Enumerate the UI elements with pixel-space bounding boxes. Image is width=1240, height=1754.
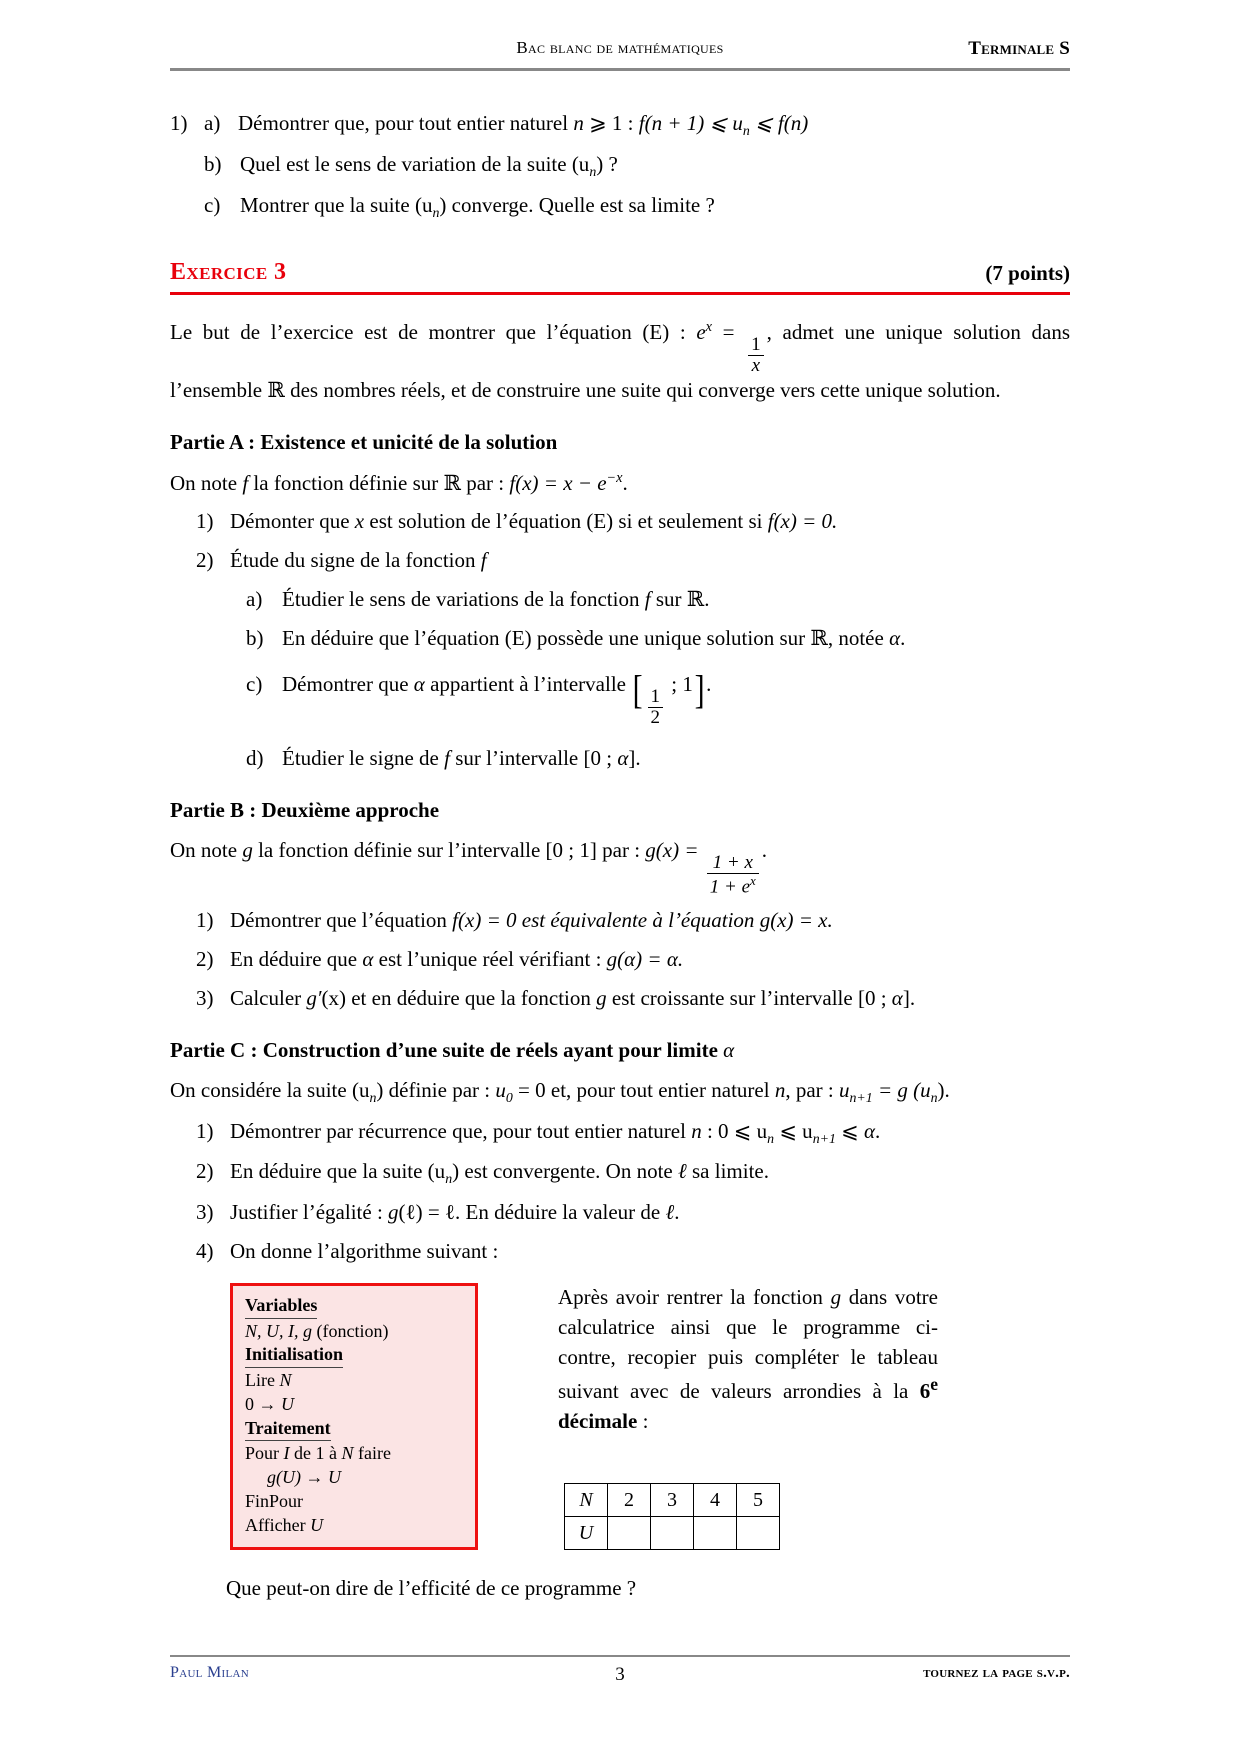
partie-a-intro: [170, 468, 1070, 499]
list-item: [196, 906, 1070, 936]
math-alpha: α: [362, 947, 374, 972]
text-fragment: ) définie par :: [376, 1077, 496, 1102]
math-subscript: 0: [505, 1089, 513, 1105]
algo-line-endfor: FinPour: [245, 1490, 304, 1511]
text-fragment: .: [761, 837, 768, 862]
text-fragment: ].: [902, 986, 916, 1011]
text-fragment: ].: [628, 746, 641, 771]
partie-c-intro: [170, 1076, 1070, 1108]
footer-divider: [170, 1655, 1070, 1657]
item-marker: 1): [196, 509, 214, 534]
math-fraction: [748, 335, 764, 376]
text-fragment: ) converge. Quelle est sa limite ?: [439, 192, 715, 217]
item-text: [282, 585, 1070, 615]
math-alpha: α: [864, 1118, 876, 1143]
item-marker: b): [246, 625, 264, 650]
footer-note: tournez la page s.v.p.: [923, 1665, 1070, 1681]
math-exponent: −x: [606, 469, 623, 486]
item-marker: 4): [196, 1239, 214, 1264]
math-g: g: [830, 1284, 842, 1309]
list-item: [196, 1117, 1070, 1149]
text-fragment: l’ensemble: [170, 378, 268, 402]
text-fragment: dans votre calculatrice ainsi que le programme ci-contre, recopier puis compléter le tableau suivant avec de valeurs arrondies à la: [558, 1284, 938, 1404]
text-fragment: Quel est le sens de variation de la suite (u: [240, 151, 590, 176]
math-exponent: x: [705, 318, 712, 335]
algo-var-n: N: [279, 1370, 292, 1391]
text-fragment: ⩾ 1 :: [583, 111, 639, 135]
table-cell-u-1[interactable]: [651, 1517, 694, 1550]
text-fragment: Étudier le sens de variations de la fonction: [282, 587, 645, 612]
math-subscript: n: [369, 1089, 377, 1105]
fraction-denominator: [707, 873, 759, 897]
algo-var-n: N: [341, 1443, 354, 1464]
list-item: [196, 507, 1070, 537]
text-fragment: décimale: [558, 1409, 638, 1434]
item-text: [230, 1117, 1070, 1149]
exercise-title: Exercice 3: [170, 258, 287, 285]
text-fragment: est croissante sur l’intervalle [0 ;: [606, 986, 892, 1011]
math-alpha: α: [723, 1037, 735, 1062]
exercise-divider: [170, 292, 1070, 295]
text-fragment: .: [674, 1200, 680, 1225]
math-alpha: α: [891, 986, 903, 1011]
algo-label: Initialisation: [245, 1343, 343, 1368]
item-marker: 3): [196, 1200, 214, 1225]
math-blackboard-R: ℝ: [686, 587, 705, 612]
table-cell-n-2: 4: [694, 1484, 737, 1517]
math-u: u: [495, 1077, 506, 1102]
math-blackboard-R: ℝ: [810, 625, 828, 650]
values-table-wrapper: [564, 1483, 938, 1550]
list-item: [246, 744, 1070, 774]
text-fragment: = 0 et, pour tout entier naturel: [512, 1077, 775, 1102]
item-marker: 2): [196, 1159, 214, 1184]
text-fragment: Démontrer que l’équation: [230, 908, 453, 933]
algo-keyword-traitement: [245, 1417, 463, 1443]
item-text: [282, 744, 1070, 774]
list-item: [196, 546, 1070, 576]
algo-var-u: U: [281, 1393, 294, 1414]
table-row-label-n: N: [565, 1484, 608, 1517]
text-fragment: En déduire que: [230, 947, 363, 972]
text-fragment: faire: [353, 1443, 391, 1464]
text-fragment: ) est convergente. On note: [452, 1159, 678, 1184]
list-item: [204, 191, 1070, 223]
exercise-points: (7 points): [985, 260, 1070, 285]
item-marker: 2): [196, 947, 214, 972]
math-ell: ℓ: [678, 1159, 687, 1184]
math-subscript: n: [589, 164, 597, 180]
item-marker: 2): [196, 548, 214, 573]
text-fragment: ) ?: [596, 151, 618, 176]
header-divider: [170, 68, 1070, 71]
fraction-numerator: 1: [751, 334, 761, 356]
text-fragment: Étudier le signe de: [282, 746, 445, 771]
fraction-numerator: 1: [650, 686, 661, 708]
math-subscript: n: [930, 1089, 938, 1105]
text-fragment: des nombres réels, et de construire une suite qui converge vers cette unique solution.: [284, 378, 1001, 402]
text-fragment: Démontrer par récurrence que, pour tout entier naturel: [230, 1118, 692, 1143]
text-fragment: On considére la suite (u: [170, 1077, 370, 1102]
math-formula: (x) = 0 est équivalente à l’équation: [458, 908, 760, 933]
math-formula: f(n + 1) ⩽ u: [638, 111, 743, 135]
item-text: [230, 546, 1070, 576]
text-fragment: :: [637, 1409, 649, 1434]
text-fragment: Montrer que la suite (u: [240, 192, 433, 217]
algorithm-description-text: [558, 1283, 938, 1437]
exercise-heading: [170, 255, 1070, 295]
math-alpha: α: [889, 625, 901, 650]
text-fragment: .: [875, 1118, 881, 1143]
list-item: [196, 1157, 1070, 1189]
math-g: g: [759, 908, 771, 933]
algo-label: Variables: [245, 1294, 317, 1319]
text-fragment: ; 1: [666, 671, 693, 696]
text-fragment: sur: [650, 587, 687, 612]
math-f: f: [242, 470, 249, 495]
item-text: [230, 507, 1070, 537]
algo-line-lire: [245, 1369, 463, 1393]
text-fragment: =: [711, 319, 746, 344]
item-text: [240, 150, 1070, 182]
text-fragment: En déduire que la suite (u: [230, 1159, 446, 1184]
math-blackboard-R: ℝ: [267, 378, 285, 402]
text-fragment: Le but de l’exercice est de montrer que l’équation (E) :: [170, 319, 697, 344]
table-cell-n-3: 5: [737, 1484, 780, 1517]
item-marker: a): [246, 587, 263, 612]
math-subscript: n: [432, 204, 440, 220]
math-formula: = g (u: [872, 1077, 931, 1102]
item-text: [230, 1198, 1070, 1228]
item-sub-marker: a): [204, 111, 221, 135]
algorithm-box: [230, 1283, 478, 1551]
math-u: u: [838, 1077, 850, 1102]
algo-line-assign-zero: [245, 1393, 463, 1417]
text-fragment: 6: [919, 1379, 931, 1404]
math-g-prime: g′: [306, 986, 322, 1011]
fraction-numerator: 1 + x: [712, 852, 753, 874]
math-g: g: [596, 986, 607, 1011]
text-fragment: Lire: [245, 1370, 280, 1391]
table-cell-u-2[interactable]: [694, 1517, 737, 1550]
text-fragment: , admet une unique solution dans: [766, 319, 1071, 344]
item-text: [230, 906, 1070, 936]
math-f: f: [767, 509, 774, 534]
text-fragment: la fonction définie sur: [248, 470, 444, 495]
text-fragment: ).: [937, 1077, 950, 1102]
page-header: [170, 38, 1070, 60]
text-fragment: , par :: [785, 1077, 839, 1102]
partie-a-heading: Partie A : Existence et unicité de la solution: [170, 429, 558, 454]
math-subscript: n+1: [849, 1089, 873, 1105]
math-n: n: [691, 1118, 702, 1143]
math-blackboard-R: ℝ: [443, 470, 461, 495]
algo-var-i: I: [283, 1443, 290, 1464]
list-item: [170, 109, 1070, 141]
text-fragment: Démontrer que: [282, 671, 414, 696]
closing-question: Que peut-on dire de l’efficité de ce programme ?: [226, 1576, 637, 1601]
header-center-title: Bac blanc de mathématiques: [516, 38, 724, 57]
text-fragment: appartient à l’intervalle: [424, 671, 632, 696]
math-formula: (x) = x − e: [515, 470, 607, 495]
item-text: [238, 109, 1070, 141]
math-alpha: α: [617, 746, 629, 771]
text-fragment: est l’unique réel vérifiant :: [373, 947, 607, 972]
math-g: g: [606, 947, 618, 972]
math-f: f: [644, 587, 651, 612]
math-formula: (x) = x.: [770, 908, 833, 933]
text-fragment: , notée: [827, 625, 890, 650]
text-fragment: (ℓ) = ℓ. En déduire la valeur de: [398, 1200, 666, 1225]
algo-vars: N, U, I, g: [245, 1320, 312, 1341]
text-fragment: est solution de l’équation (E) si et seulement si: [364, 509, 768, 534]
math-subscript: n: [445, 1171, 453, 1187]
math-f: f: [480, 548, 487, 573]
math-fraction: [648, 687, 664, 728]
list-item: [196, 984, 1070, 1014]
text-fragment: sur l’intervalle [0 ;: [449, 746, 618, 771]
math-e: e: [696, 319, 706, 344]
math-exponent: x: [750, 873, 756, 889]
item-marker: 1): [196, 908, 214, 933]
document-content: [170, 100, 1070, 1604]
text-fragment: .: [704, 587, 710, 612]
text-fragment: ⩽ u: [774, 1118, 813, 1143]
list-item: [196, 945, 1070, 975]
ordinal-suffix: e: [930, 1374, 938, 1395]
table-row: [565, 1484, 780, 1517]
math-gx: g(x) =: [645, 837, 704, 862]
algo-line-for: [245, 1442, 463, 1466]
math-fraction: [707, 853, 759, 897]
partie-b-heading: Partie B : Deuxième approche: [170, 797, 440, 822]
math-n: n: [774, 1077, 786, 1102]
text-fragment: 0 →: [245, 1393, 281, 1414]
item-text: [240, 191, 1070, 223]
algo-keyword-variables: [245, 1294, 463, 1320]
item-marker: d): [246, 746, 264, 771]
algo-var-u: U: [328, 1467, 341, 1488]
item-text: [282, 624, 1070, 654]
text-fragment: Calculer: [230, 986, 307, 1011]
partie-b-intro: [170, 836, 1070, 898]
text-fragment: : 0 ⩽ u: [701, 1118, 768, 1143]
text-fragment: .: [622, 470, 628, 495]
math-f: f: [452, 908, 459, 933]
math-g: g: [242, 837, 253, 862]
math-alpha: α: [413, 671, 425, 696]
item-marker: 1): [170, 111, 188, 135]
item-text: [230, 945, 1070, 975]
text-fragment: ⩽: [835, 1118, 865, 1143]
table-cell-n-1: 3: [651, 1484, 694, 1517]
item-marker: b): [204, 151, 222, 176]
item-marker: c): [246, 671, 263, 696]
exercise-intro: [170, 317, 1070, 406]
algo-line-assign-g: [245, 1466, 463, 1490]
header-right-title: Terminale S: [968, 38, 1070, 59]
table-row-label-u: U: [565, 1517, 608, 1550]
math-f: f: [509, 470, 516, 495]
page-footer: [170, 1664, 1070, 1685]
math-formula-end: ⩽ f(n): [749, 111, 809, 135]
text-fragment: par :: [460, 470, 510, 495]
partie-c-heading-text: Partie C : Construction d’une suite de réels ayant pour limite: [170, 1037, 724, 1062]
list-item: [246, 585, 1070, 615]
algo-line-display: [245, 1514, 463, 1538]
text-fragment: Après avoir rentrer la fonction: [558, 1284, 831, 1309]
math-subscript: n: [767, 1130, 775, 1146]
math-g: g: [388, 1200, 399, 1225]
text-fragment: On note: [170, 470, 243, 495]
math-subscript: n: [742, 123, 750, 139]
fraction-denominator: 2: [648, 707, 664, 728]
math-formula: (x) et en déduire que la fonction: [321, 986, 597, 1011]
text-fragment: Afficher: [245, 1514, 311, 1535]
math-formula: (x) = 0.: [773, 509, 838, 534]
text-fragment: (fonction): [312, 1320, 389, 1341]
item-marker: 1): [196, 1118, 214, 1143]
algo-line-variables: [245, 1320, 463, 1344]
math-f: f: [444, 746, 450, 771]
math-x: x: [354, 509, 365, 534]
table-cell-u-0[interactable]: [608, 1517, 651, 1550]
text-fragment: de 1 à: [289, 1443, 342, 1464]
item-text: On donne l’algorithme suivant :: [230, 1239, 499, 1264]
partie-c-heading: [170, 1036, 1070, 1066]
table-cell-n-0: 2: [608, 1484, 651, 1517]
list-item: [204, 150, 1070, 182]
list-item: [246, 624, 1070, 654]
math-formula: (α) = α.: [617, 947, 684, 972]
values-table: [564, 1483, 780, 1550]
algorithm-section: [230, 1283, 1070, 1551]
footer-page-number: 3: [615, 1664, 625, 1685]
item-text: [230, 1157, 1070, 1189]
math-var-n: n: [573, 111, 584, 135]
text-fragment: Étude du signe de la fonction: [230, 548, 481, 573]
text-fragment: En déduire que l’équation (E) possède une unique solution sur: [282, 625, 811, 650]
list-item: [196, 1237, 1070, 1267]
text-fragment: .: [900, 625, 906, 650]
item-text: [230, 984, 1070, 1014]
fraction-denominator: x: [748, 355, 764, 376]
text-fragment: Pour: [245, 1443, 284, 1464]
footer-author: Paul Milan: [170, 1664, 250, 1681]
table-cell-u-3[interactable]: [737, 1517, 780, 1550]
list-item: [246, 666, 1070, 729]
text-fragment: Justifier l’égalité :: [230, 1200, 389, 1225]
table-row: [565, 1517, 780, 1550]
algo-label: Traitement: [245, 1417, 331, 1442]
text-fragment: 1 + e: [709, 876, 751, 898]
text-fragment: la fonction définie sur l’intervalle [0 ; 1] par :: [252, 837, 646, 862]
algorithm-description-column: [558, 1283, 938, 1550]
item-marker: c): [204, 192, 221, 217]
text-fragment: Démonter que: [230, 509, 355, 534]
text-fragment: Démontrer que, pour tout entier naturel: [238, 111, 574, 135]
text-fragment: On note: [170, 837, 243, 862]
algo-var-u: U: [310, 1514, 324, 1535]
math-subscript: n+1: [812, 1130, 836, 1146]
algo-keyword-initialisation: [245, 1343, 463, 1369]
list-item: [196, 1198, 1070, 1228]
text-fragment: sa limite.: [686, 1159, 769, 1184]
algo-expression: g(U) →: [267, 1467, 328, 1488]
item-marker: 3): [196, 986, 214, 1011]
math-ell: ℓ: [665, 1200, 675, 1225]
item-text: Démontrer que α appartient à l’intervalle [ $\frac{1}{2}$ ; 1].: [282, 666, 712, 729]
